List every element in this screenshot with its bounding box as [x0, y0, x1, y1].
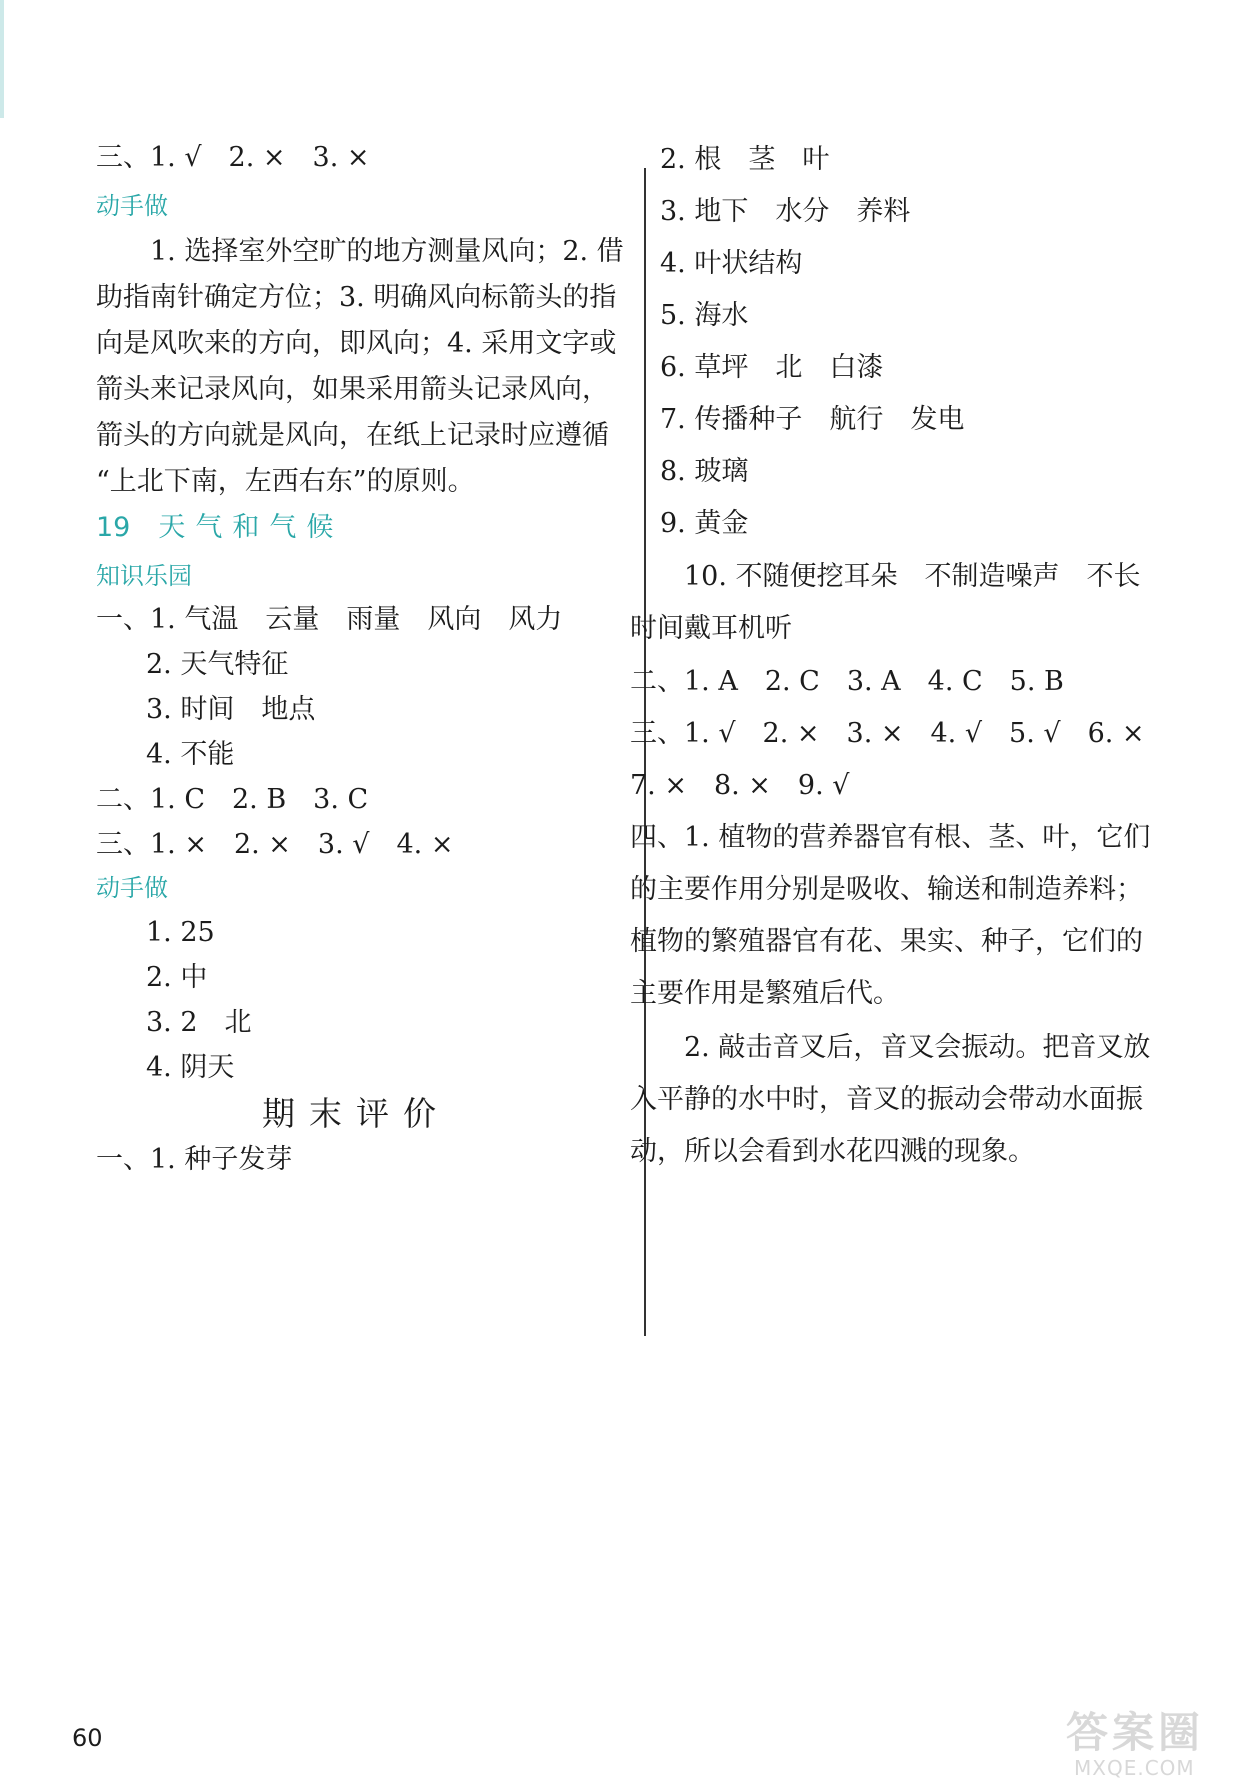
answer-line: 三、1. √ 2. × 3. ×: [96, 142, 370, 173]
answer-line: 4. 叶状结构: [660, 248, 803, 279]
answer-line: 二、1. A 2. C 3. A 4. C 5. B: [630, 666, 1064, 697]
paragraph-line: 箭头的方向就是风向，在纸上记录时应遵循: [96, 420, 609, 451]
chapter-number: 19: [96, 512, 131, 543]
answer-line: 2. 天气特征: [146, 649, 289, 680]
paragraph-line: 的主要作用分别是吸收、输送和制造养料；: [630, 874, 1143, 905]
answer-line: 1. 25: [146, 917, 215, 948]
site-watermark: [1060, 1700, 1230, 1790]
paragraph-line: 1. 选择室外空旷的地方测量风向；2. 借: [96, 236, 624, 267]
chapter-title: 天气和气候: [158, 512, 344, 543]
answer-line: 一、1. 气温 云量 雨量 风向 风力: [96, 604, 563, 635]
watermark-logo-text: 答案圈: [1066, 1708, 1205, 1757]
answer-line: 7. × 8. × 9. √: [630, 770, 850, 801]
paragraph-line: 2. 敲击音叉后，音叉会振动。把音叉放: [630, 1032, 1151, 1063]
answer-line: 10. 不随便挖耳朵 不制造噪声 不长: [630, 561, 1141, 592]
answer-line: 5. 海水: [660, 300, 749, 331]
answer-line: 3. 地下 水分 养料: [660, 196, 911, 227]
paragraph-line: 四、1. 植物的营养器官有根、茎、叶，它们: [630, 822, 1151, 853]
chapter-heading: [96, 508, 343, 548]
paragraph-line: 入平静的水中时，音叉的振动会带动水面振: [630, 1084, 1143, 1115]
answer-line: 三、1. √ 2. × 3. × 4. √ 5. √ 6. ×: [630, 718, 1145, 749]
subheading-hands-on: 动手做: [96, 874, 168, 902]
answer-line: 3. 时间 地点: [146, 694, 316, 725]
answer-line: 4. 不能: [146, 739, 235, 770]
paragraph-line: 主要作用是繁殖后代。: [630, 978, 900, 1009]
paragraph-line: 助指南针确定方位；3. 明确风向标箭头的指: [96, 282, 617, 313]
subheading-knowledge-park: 知识乐园: [96, 562, 192, 590]
answer-line: 2. 中: [146, 962, 208, 993]
paragraph-line: 向是风吹来的方向，即风向；4. 采用文字或: [96, 328, 617, 359]
paragraph-line: 植物的繁殖器官有花、果实、种子，它们的: [630, 926, 1143, 957]
answer-line: 时间戴耳机听: [630, 613, 792, 644]
paragraph-line: “上北下南，左西右东”的原则。: [96, 466, 475, 497]
answer-line: 二、1. C 2. B 3. C: [96, 784, 369, 815]
answer-line: 4. 阴天: [146, 1052, 235, 1083]
paragraph-line: 动，所以会看到水花四溅的现象。: [630, 1136, 1035, 1167]
answer-line: 2. 根 茎 叶: [660, 144, 830, 175]
answer-line: 6. 草坪 北 白漆: [660, 352, 884, 383]
answer-line: 7. 传播种子 航行 发电: [660, 404, 965, 435]
paragraph-line: 箭头来记录风向，如果采用箭头记录风向，: [96, 374, 609, 405]
answer-line: 一、1. 种子发芽: [96, 1144, 293, 1175]
answer-line: 三、1. × 2. × 3. √ 4. ×: [96, 829, 454, 860]
answer-line: 8. 玻璃: [660, 456, 749, 487]
subheading-hands-on: 动手做: [96, 192, 168, 220]
watermark-url: MXQE.COM: [1074, 1756, 1195, 1780]
section-title-final-evaluation: 期末评价: [262, 1094, 450, 1133]
page-number: 60: [72, 1724, 103, 1752]
answer-line: 9. 黄金: [660, 508, 749, 539]
answer-line: 3. 2 北: [146, 1007, 252, 1038]
page-edge-strip: [0, 0, 4, 118]
